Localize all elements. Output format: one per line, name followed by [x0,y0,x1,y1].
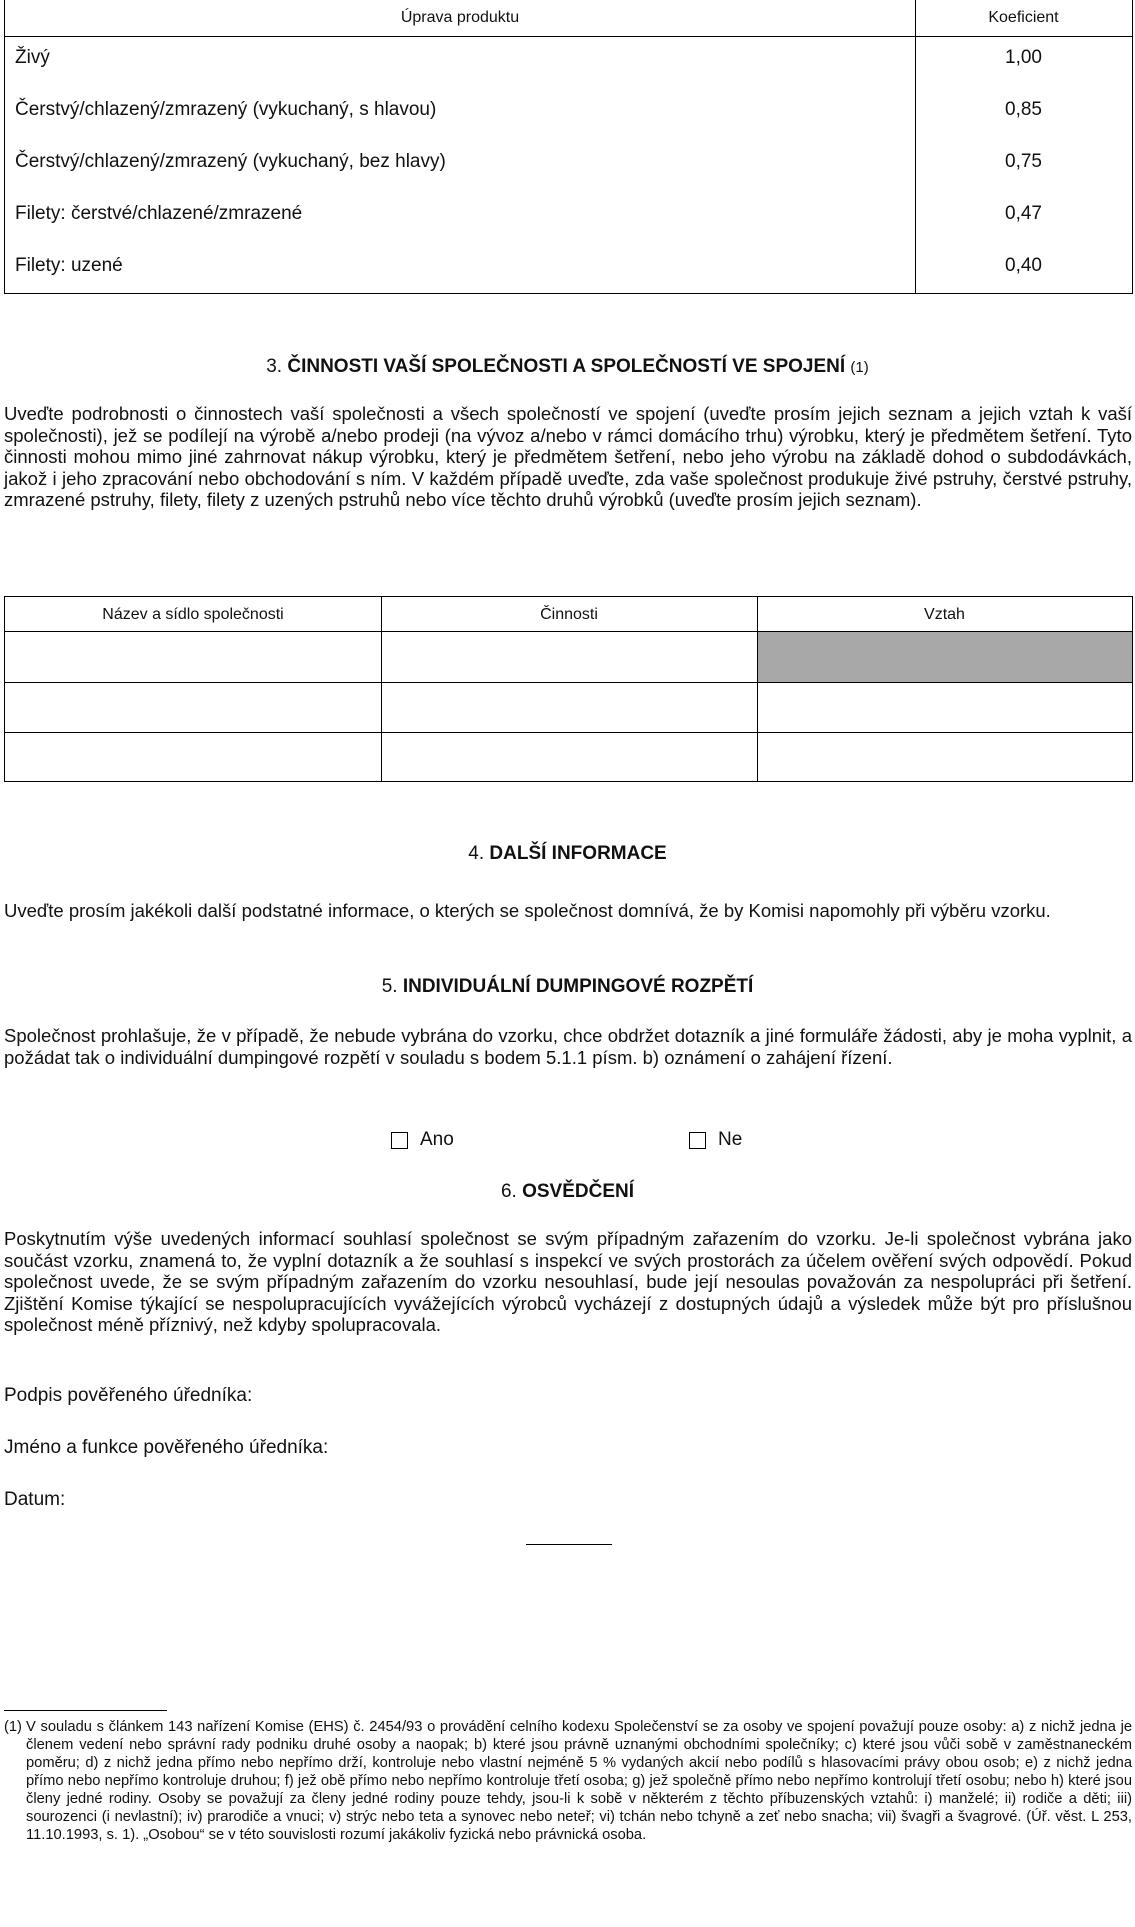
header-product: Úprava produktu [400,9,520,26]
option-yes[interactable] [391,1129,454,1151]
footnote [4,1718,1132,1844]
footnote-text: V souladu s článkem 143 nařízení Komise (EHS) č. 2454/93 o provádění celního kodexu Společenství se za osoby ve spojení považují pouze osoby: a) z nichž jedna je členem vedení nebo správní rady podniku druhé osoby a naopak; b) které jsou právně uznanými obchodními společníky; c) které jsou vůči sobě v zaměstnaneckém poměru; d) z nichž jedna přímo nebo nepřímo drží, kontroluje nebo vlastní nejméně 5 % vydaných akcií nebo podílů s hlasovacími právy obou osob; e) z nichž jedna přímo nebo nepřímo kontroluje druhou; f) jež obě přímo nebo nepřímo kontroluje třetí osoba; g) jež společně přímo nebo nepřímo kontrolují třetí osobu; nebo h) které jsou členy jedné rodiny. Osoby se považují za členy jedné rodiny pouze tehdy, jsou-li k sobě v některém z těchto příbuzenských vztahů: i) manželé; ii) rodiče a děti; iii) sourozenci (i nevlastní); iv) prarodiče a vnuci; v) strýc nebo teta a synovec nebo neteř; vi) tchán nebo tchyně a zeť nebo snacha; vii) švagři a švagrové. (Úř. věst. L 253, 11.10.1993, s. 1). „Osobou“ se v této souvislosti rozumí jakákoliv fyzická nebo právnická osoba. [26,1719,1132,1843]
column-divider [381,597,382,781]
coefficient-value: 0,40 [1005,255,1042,276]
product-name: Čerstvý/chlazený/zmrazený (vykuchaný, bez hlavy) [15,151,446,172]
section-3-title: ČINNOSTI VAŠÍ SPOLEČNOSTI A SPOLEČNOSTÍ VE SPOJENÍ [287,356,846,377]
table-row [5,96,1132,126]
section-5-number: 5. [381,976,398,997]
footnote-ref: (1) [850,359,869,376]
product-name: Filety: čerstvé/chlazené/zmrazené [15,203,303,224]
table-header [5,0,1132,37]
product-coefficient-table [4,0,1133,294]
coefficient-value: 0,47 [1005,203,1042,224]
footnote-marker: (1) [4,1719,22,1735]
product-name: Filety: uzené [15,255,123,276]
row-divider [5,631,1132,632]
header-coefficient: Koeficient [988,9,1059,26]
section-4-title: DALŠÍ INFORMACE [489,843,667,864]
section-6-text: Poskytnutím výše uvedených informací souhlasí společnost se svým případným zařazením do vzorku. Je-li společnost vybrána jako součást vzorku, znamená to, že vyplní dotazník a že souhlasí s inspekcí ve svých prostorách za účelem ověření svých odpovědí. Pokud společnost uvede, že se svým případným zařazením do vzorku nesouhlasí, bude její nesoulas považován za nespolupráci při šetření. Zjištění Komise týkající se nespolupracujících vyvážejících výrobců vycházejí z dostupných údajů a výsledek může být pro příslušnou společnost méně příznivý, než kdyby spolupracovala. [4,1228,1132,1335]
product-name: Čerstvý/chlazený/zmrazený (vykuchaný, s hlavou) [15,99,437,120]
section-4-number: 4. [468,843,485,864]
related-companies-table [4,596,1133,782]
table-row [5,252,1132,282]
end-rule [526,1544,612,1545]
signature-label: Podpis pověřeného úředníka: [4,1385,253,1406]
row-divider [5,682,1132,683]
section-6-heading [0,1181,1135,1203]
checkbox-no[interactable] [689,1132,706,1149]
name-function-label: Jméno a funkce pověřeného úředníka: [4,1437,329,1458]
table-row [5,44,1132,74]
section-3-number: 3. [266,356,283,377]
option-yes-label: Ano [420,1129,454,1150]
coefficient-value: 1,00 [1005,47,1042,68]
option-no[interactable] [689,1129,742,1151]
header-relationship: Vztah [924,606,965,623]
section-5-title: INDIVIDUÁLNÍ DUMPINGOVÉ ROZPĚTÍ [402,976,754,997]
footnote-rule [4,1710,167,1711]
row-divider [5,732,1132,733]
table-row [5,200,1132,230]
section-4-heading [0,843,1135,865]
section-3-heading [0,356,1135,378]
date-label: Datum: [4,1489,66,1510]
section-6-number: 6. [500,1181,517,1202]
shaded-cell [757,631,1132,682]
table-row [5,148,1132,178]
option-no-label: Ne [718,1129,743,1150]
section-6-title: OSVĚDČENÍ [522,1181,635,1202]
header-activities: Činnosti [540,606,598,623]
section-3-text: Uveďte podrobnosti o činnostech vaší společnosti a všech společností ve spojení (uveďte prosím jejich seznam a jejich vztah k vaší společnosti), jež se podílejí na výrobě a/nebo prodeji (na vývoz a/nebo v rámci domácího trhu) výrobku, který je předmětem šetření. Tyto činnosti mohou mimo jiné zahrnovat nákup výrobku, který je předmětem šetření, nebo jeho výrobu na základě dohod o subdodávkách, jakož i jeho zpracování nebo obchodování s ním. V každém případě uveďte, zda vaše společnost produkuje živé pstruhy, čerstvé pstruhy, zmrazené pstruhy, filety, filety z uzených pstruhů nebo více těchto druhů výrobků (uveďte prosím jejich seznam). [4,403,1132,510]
section-5-heading [0,976,1135,998]
column-divider [757,597,758,781]
checkbox-yes[interactable] [391,1132,408,1149]
header-company-name: Název a sídlo společnosti [102,606,284,623]
product-name: Živý [15,47,50,68]
coefficient-value: 0,75 [1005,151,1042,172]
coefficient-value: 0,85 [1005,99,1042,120]
section-5-text: Společnost prohlašuje, že v případě, že nebude vybrána do vzorku, chce obdržet dotazník a jiné formuláře žádosti, aby je moha vyplnit, a požádat tak o individuální dumpingové rozpětí v souladu s bodem 5.1.1 písm. b) oznámení o zahájení řízení. [4,1025,1132,1068]
section-4-text: Uveďte prosím jakékoli další podstatné informace, o kterých se společnost domnívá, že by Komisi napomohly při výběru vzorku. [4,900,1051,921]
